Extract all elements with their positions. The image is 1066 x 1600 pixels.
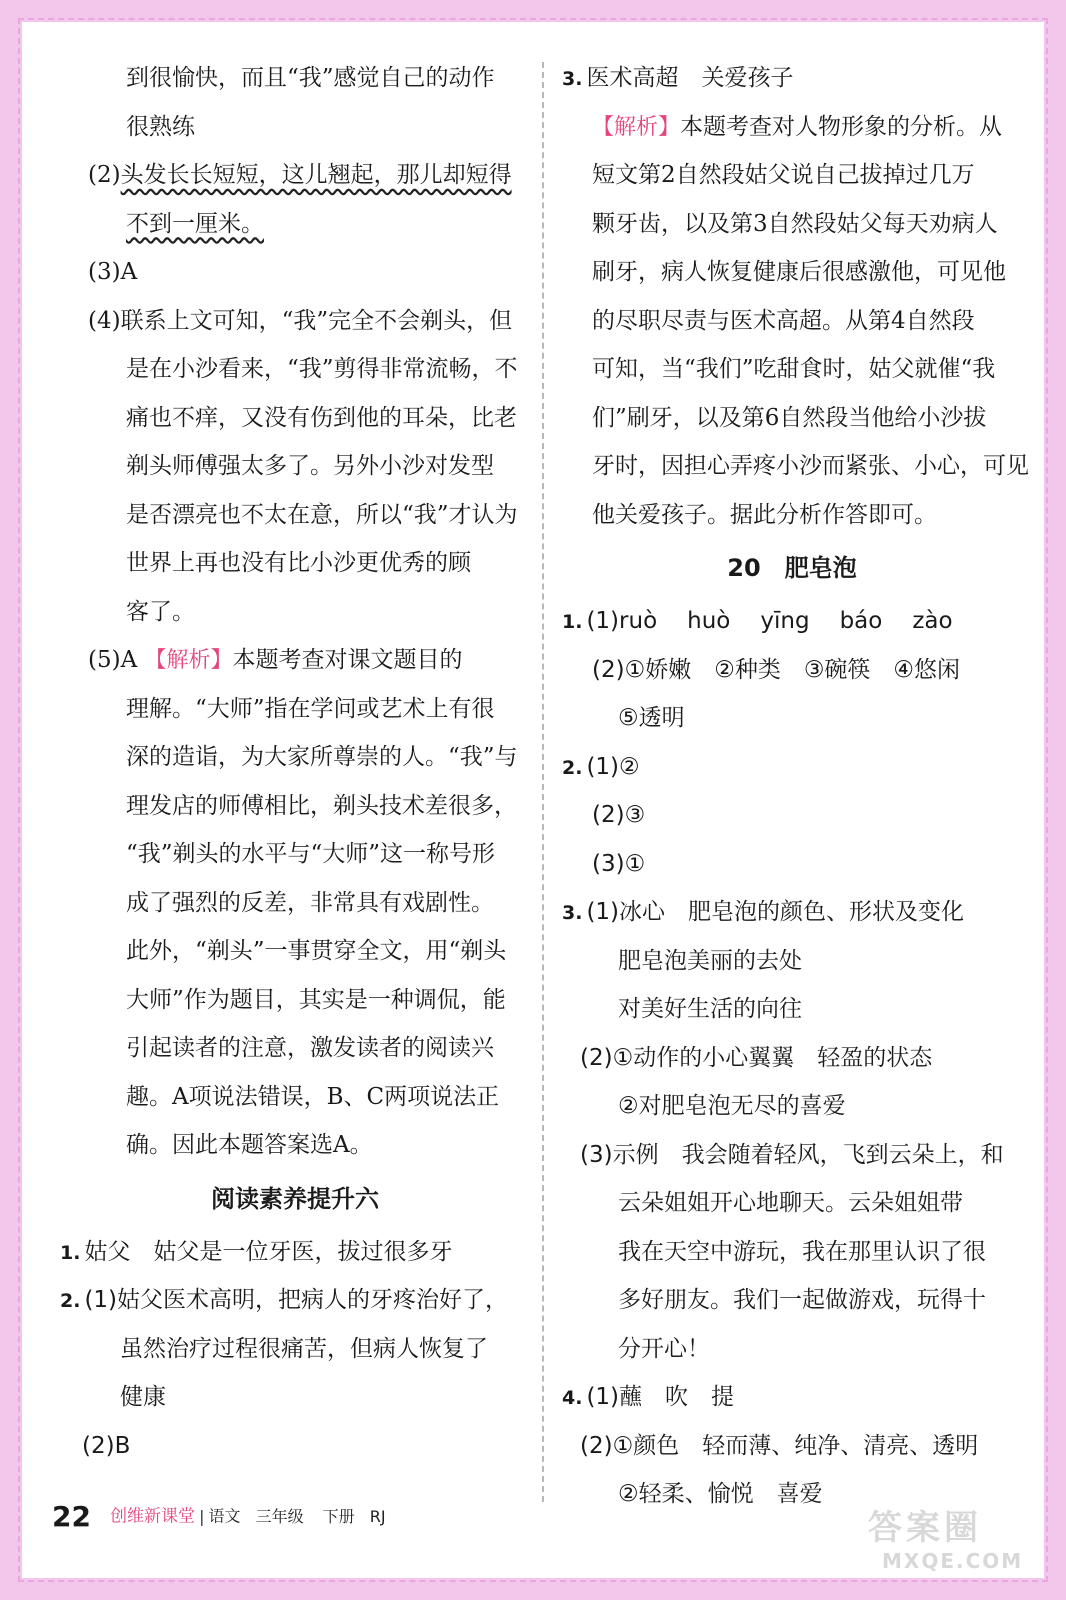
text-line: 确。因此本题答案选A。 [126,1132,373,1158]
answer-text: (1)姑父医术高明，把病人的牙疼治好了， [84,1287,509,1313]
underlined-quote: 不到一厘米。 [126,210,264,237]
section-answer-1 [60,1228,530,1277]
text-line: 牙时，因担心弄疼小沙而紧张、小心，可见 [592,453,1029,479]
text-line: 们”刷牙，以及第6自然段当他给小沙拔 [592,404,987,431]
answer-text: (1)② [586,753,640,780]
watermark-url: MXQE.COM [882,1549,1024,1573]
text-line: (3)示例 我会随着轻风，飞到云朵上，和 [580,1141,1004,1168]
text-line: 客了。 [126,598,195,625]
page-footer [52,1496,386,1536]
grade: 三年级 [255,1506,304,1526]
text-line: 深的造诣，为大家所尊崇的人。“我”与 [126,744,518,770]
left-column [60,54,530,1470]
answer-4 [562,1373,1022,1422]
brand-name: 创维新课堂 [110,1506,196,1527]
text-line: 可知，当“我们”吃甜食时，姑父就催“我 [592,356,996,382]
page-number: 22 [52,1499,91,1533]
answer-q3: (3)A [88,259,138,285]
watermark-text: 答案圈 [868,1508,982,1548]
separator: | [199,1506,205,1526]
text-line: 对美好生活的向往 [618,996,802,1022]
text-line: 虽然治疗过程很痛苦，但病人恢复了 [120,1335,488,1362]
answer-q5 [60,636,530,685]
answer-q4: (4)联系上文可知，“我”完全不会剃头，但 [88,307,513,334]
text-line: 到很愉快，而且“我”感觉自己的动作 [126,65,495,91]
answer-2 [562,743,1022,792]
text-line: 多好朋友。我们一起做游戏，玩得十 [618,1287,986,1313]
analysis-text: 本题考查对课文题目的 [232,647,463,673]
volume: 下册 [322,1506,355,1526]
pinyin-item: yīng [760,608,810,634]
answer-q2-cont [60,200,530,249]
analysis-tag: 【解析】 [592,114,681,140]
item-number: 3. [562,902,583,924]
answer-1-pinyin [562,597,1022,646]
item-label: (1) [586,608,620,634]
text-line: 云朵姐姐开心地聊天。云朵姐姐带 [618,1190,963,1216]
item-number: 3. [562,68,583,90]
text-line: 大师”作为题目，其实是一种调侃，能 [126,986,506,1013]
answer-text: (1)蘸 吹 提 [586,1384,735,1410]
text-line: 引起读者的注意，激发读者的阅读兴 [126,1035,494,1061]
section-title: 阅读素养提升六 [211,1184,379,1213]
text-line: 短文第2自然段姑父说自己拔掉过几万 [592,162,975,188]
text-line: (3)① [592,850,646,877]
text-line: (2)①颜色 轻而薄、纯净、清亮、透明 [580,1432,979,1459]
text-line: ②轻柔、愉悦 喜爱 [618,1481,823,1507]
analysis-text: 本题考查对人物形象的分析。从 [680,113,1003,140]
item-number: 4. [562,1387,583,1409]
text-line: (2)①动作的小心翼翼 轻盈的状态 [580,1044,933,1071]
text-line: ⑤透明 [618,705,685,731]
item-label: (2) [88,162,121,188]
text-line: 痛也不痒，又没有伤到他的耳朵，比老 [126,404,517,431]
pinyin-item: ruò [619,608,658,634]
item-number: 1. [60,1241,81,1264]
text-line: 他关爱孩子。据此分析作答即可。 [592,501,937,528]
text-line: 理解。“大师”指在学问或艺术上有很 [126,695,495,722]
answer-q2 [60,151,530,200]
text-line: 健康 [120,1384,166,1410]
text-line: 是否漂亮也不太在意，所以“我”才认为 [126,501,518,528]
item-number: 1. [562,611,583,633]
subject: 语文 [208,1506,241,1526]
text-line: 很熟练 [126,113,195,140]
text-line: (2)③ [592,802,646,828]
text-line: 世界上再也没有比小沙更优秀的顾 [126,550,471,576]
answer-text: 医术高超 关爱孩子 [586,65,794,91]
text-line: 理发店的师傅相比，剃头技术差很多， [126,792,517,819]
pinyin-item: zào [912,608,953,634]
text-line: 刷牙，病人恢复健康后很感激他，可见他 [592,259,1006,285]
watermark-logo [868,1508,1048,1582]
text-line: 成了强烈的反差，非常具有戏剧性。 [126,889,494,916]
answer-text: (1)冰心 肥皂泡的颜色、形状及变化 [586,899,965,925]
answer-3b [562,888,1022,937]
text-line: 的尽职尽责与医术高超。从第4自然段 [592,307,975,334]
text-line: 剃头师傅强太多了。另外小沙对发型 [126,453,494,479]
answer-text: 姑父 姑父是一位牙医，拔过很多牙 [84,1238,453,1265]
text-line: 此外，“剃头”一事贯穿全文，用“剃头 [126,938,507,964]
text-line: 肥皂泡美丽的去处 [618,947,802,974]
text-line: “我”剃头的水平与“大师”这一称号形 [126,841,496,867]
item-number: 2. [562,756,583,779]
item-number: 2. [60,1290,81,1312]
text-line: 是在小沙看来，“我”剪得非常流畅，不 [126,356,518,382]
underlined-quote: 头发长长短短，这儿翘起，那儿却短得 [120,162,512,188]
lesson-title: 20 肥皂泡 [727,554,857,582]
edition: RJ [369,1506,386,1526]
column-divider [542,62,544,1502]
text-line: 分开心！ [618,1335,710,1362]
text-line: 颗牙齿，以及第3自然段姑父每天劝病人 [592,210,998,237]
analysis-line [562,103,1022,152]
pinyin-item: huò [687,608,731,634]
text-line: (2)①娇嫩 ②种类 ③碗筷 ④悠闲 [592,656,961,683]
section-answer-2 [60,1276,530,1325]
answer-value: (5)A [88,647,138,673]
text-line: ②对肥皂泡无尽的喜爱 [618,1093,846,1119]
text-line: 我在天空中游玩，我在那里认识了很 [618,1238,986,1265]
pinyin-item: báo [839,608,883,634]
text-line: 趣。A项说法错误，B、C两项说法正 [126,1083,500,1110]
answer-3 [562,54,1022,103]
right-column [562,54,1029,1519]
analysis-tag: 【解析】 [144,648,233,673]
text-line: (2)B [82,1432,131,1459]
